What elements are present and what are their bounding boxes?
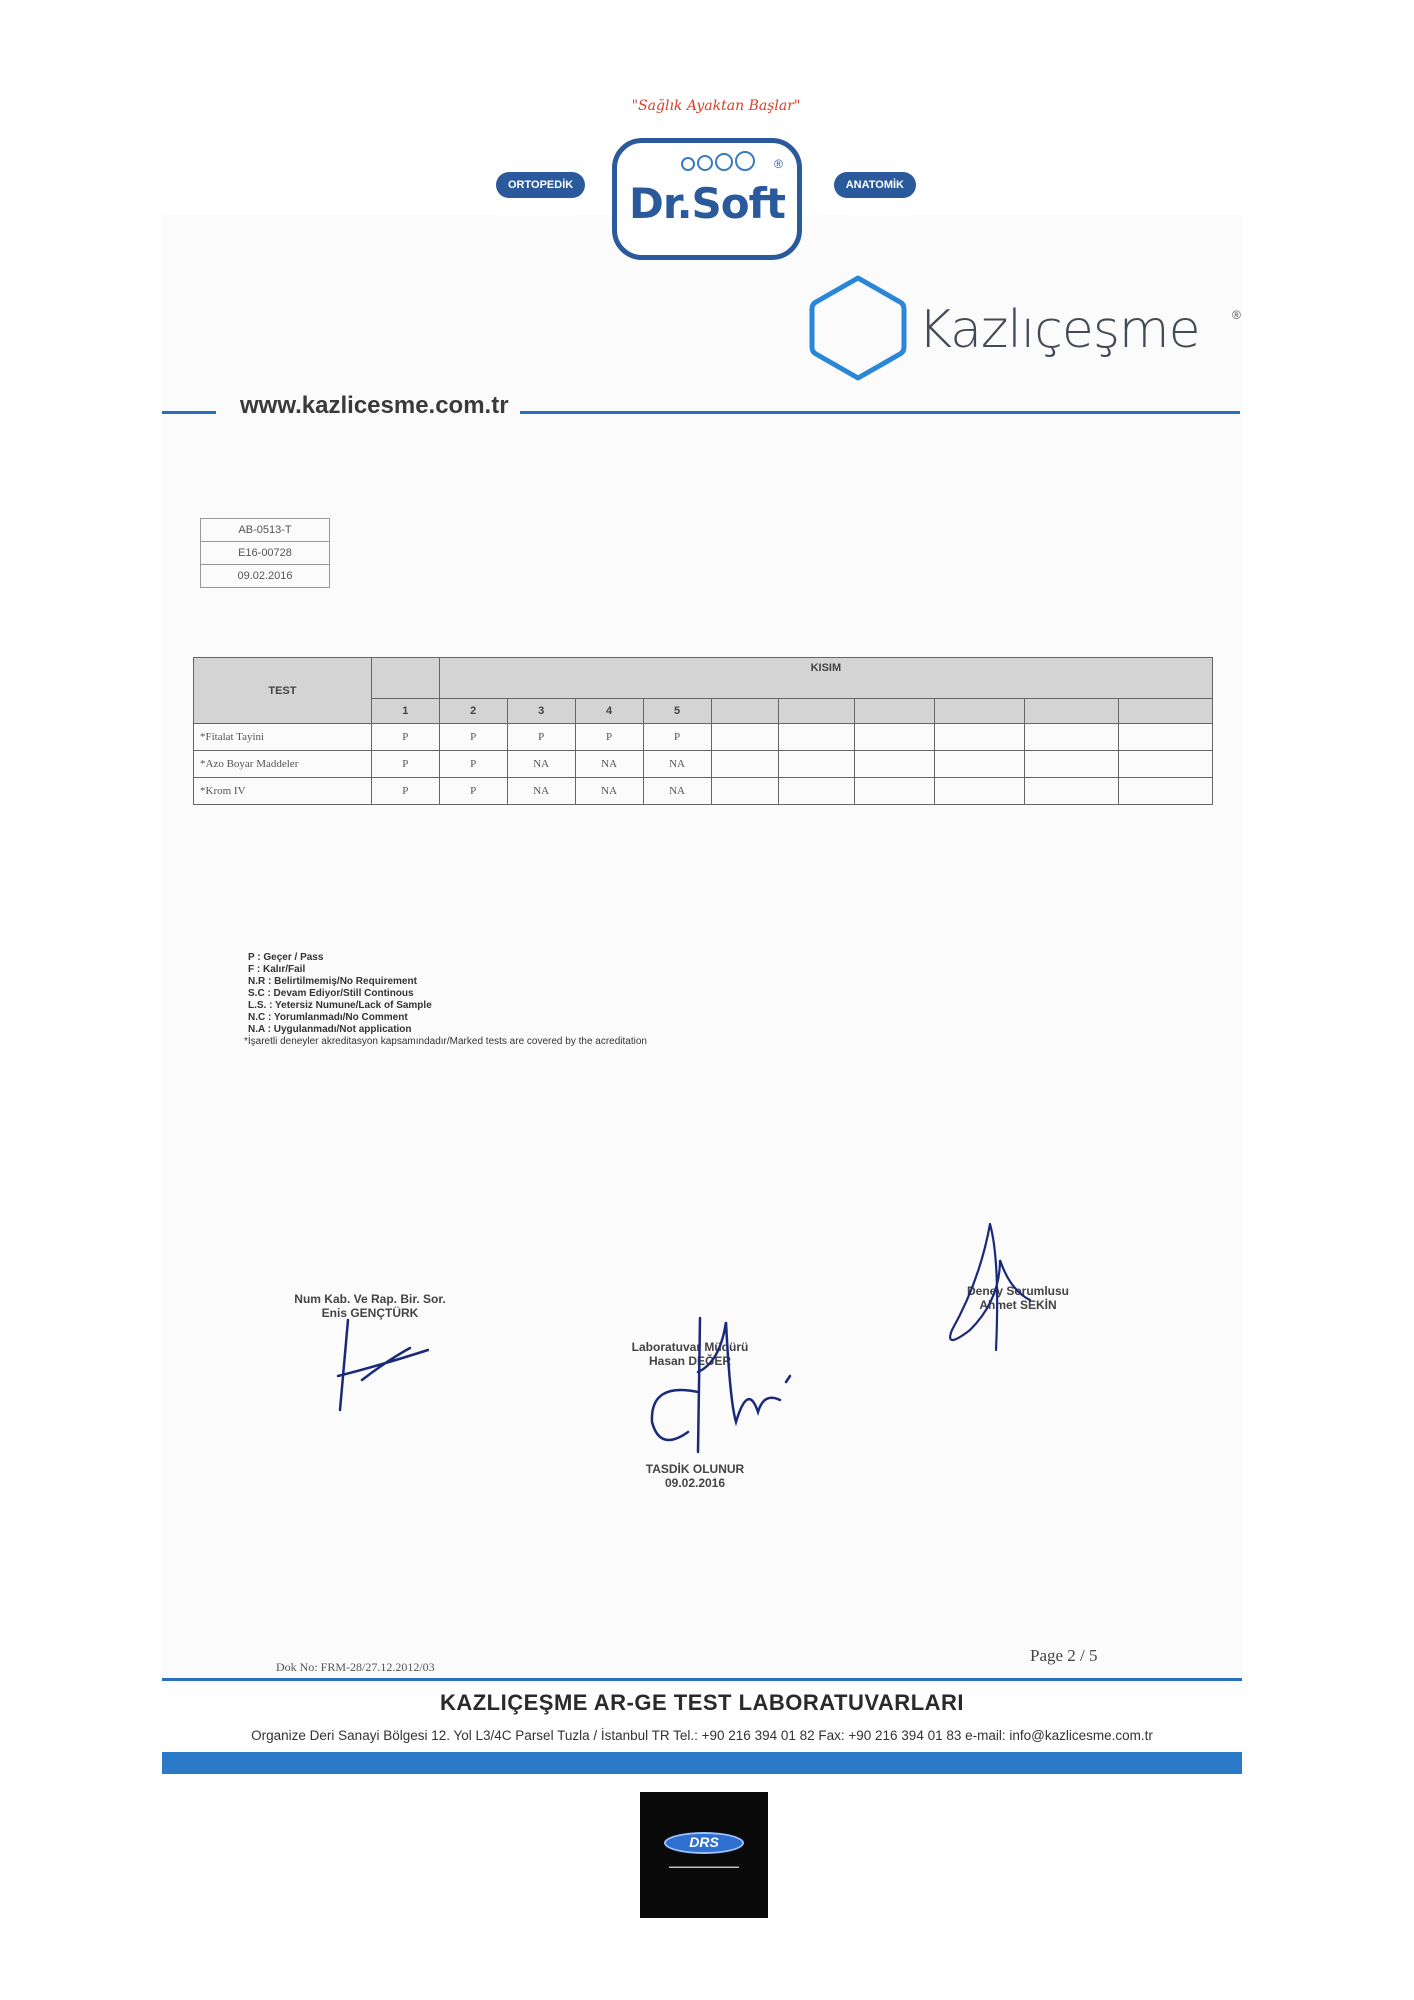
drs-subtitle-decoration: ▬▬▬▬▬▬▬▬▬▬▬▬▬▬ <box>669 1864 739 1870</box>
header-rule-left <box>162 411 216 414</box>
result-cell <box>1119 724 1213 751</box>
legend-item: S.C : Devam Ediyor/Still Continous <box>248 988 414 999</box>
signature-left-ink <box>318 1310 448 1420</box>
approval-text: TASDİK OLUNUR <box>645 1462 745 1476</box>
ortopedik-tag: ORTOPEDİK <box>496 172 585 198</box>
result-cell: P <box>371 751 439 778</box>
legend-accreditation-note: *İşaretli deneyler akreditasyon kapsamındadır/Marked tests are covered by the acreditation <box>244 1036 647 1047</box>
result-cell: P <box>575 724 643 751</box>
result-cell <box>711 778 779 805</box>
anatomik-tag: ANATOMİK <box>834 172 916 198</box>
column-number <box>779 699 855 724</box>
report-code: AB-0513-T <box>201 519 330 542</box>
result-cell <box>935 724 1025 751</box>
drsoft-logo <box>496 92 916 282</box>
table-row <box>194 724 1213 751</box>
signature-center-ink <box>640 1312 810 1462</box>
legend-item: N.R : Belirtilmemiş/No Requirement <box>248 976 417 987</box>
drsoft-slogan: "Sağlık Ayaktan Başlar" <box>631 98 801 114</box>
signer-name: Enis GENÇTÜRK <box>321 1306 419 1320</box>
laboratory-address: Organize Deri Sanayi Bölgesi 12. Yol L3/4C Parsel Tuzla / İstanbul TR Tel.: +90 216 394 01 82 Fax: +90 216 394 01 83 e-mail: info@kazlicesme.com.tr <box>251 1728 1153 1743</box>
result-cell: P <box>371 724 439 751</box>
table-row <box>194 778 1213 805</box>
footprint-icon <box>681 151 757 176</box>
laboratory-name: KAZLIÇEŞME AR-GE TEST LABORATUVARLARI <box>439 1690 965 1715</box>
legend-item: L.S. : Yetersiz Numune/Lack of Sample <box>248 1000 432 1011</box>
footer-rule <box>162 1678 1242 1681</box>
result-cell <box>855 724 935 751</box>
approval-date: 09.02.2016 <box>664 1476 726 1490</box>
result-cell <box>935 778 1025 805</box>
test-column-header: TEST <box>194 658 372 724</box>
document-number: Dok No: FRM-28/27.12.2012/03 <box>276 1660 435 1674</box>
result-cell: P <box>371 778 439 805</box>
drsoft-registered-mark: ® <box>774 157 783 171</box>
header-rule-right <box>520 411 1240 414</box>
column-number <box>935 699 1025 724</box>
column-number: 4 <box>575 699 643 724</box>
result-cell <box>855 751 935 778</box>
result-cell <box>779 778 855 805</box>
test-name: *Fitalat Tayini <box>194 724 372 751</box>
kisim-column-header: KISIM <box>439 658 1212 699</box>
result-cell <box>711 724 779 751</box>
approval-stamp <box>620 1462 770 1490</box>
signer-title: Num Kab. Ve Rap. Bir. Sor. <box>294 1292 446 1306</box>
results-table <box>193 657 1213 805</box>
drsoft-brand: Dr.Soft <box>629 179 785 228</box>
column-number <box>711 699 779 724</box>
result-cell <box>711 751 779 778</box>
result-cell: P <box>507 724 575 751</box>
column-number: 3 <box>507 699 575 724</box>
drs-text: DRS <box>689 1834 719 1850</box>
column-number <box>855 699 935 724</box>
legend-item: N.A : Uygulanmadı/Not application <box>248 1024 412 1035</box>
signer-name: Hasan DEĞER <box>648 1354 732 1368</box>
result-cell: NA <box>575 778 643 805</box>
kazlicesme-registered-mark: ® <box>1232 308 1241 322</box>
test-name: *Azo Boyar Maddeler <box>194 751 372 778</box>
result-cell: P <box>439 751 507 778</box>
legend-item: P : Geçer / Pass <box>248 952 324 963</box>
kazlicesme-brand: Kazlıçeşme <box>918 300 1200 360</box>
result-cell <box>935 751 1025 778</box>
column-number: 5 <box>643 699 711 724</box>
signer-name: Ahmet SEKİN <box>979 1298 1057 1312</box>
signer-title: Deney Sorumlusu <box>966 1284 1070 1298</box>
header-spacer <box>371 658 439 699</box>
column-number <box>1119 699 1213 724</box>
website-link[interactable]: www.kazlicesme.com.tr <box>240 392 509 419</box>
page-number: Page 2 / 5 <box>1030 1646 1098 1665</box>
report-date: 09.02.2016 <box>201 565 330 588</box>
result-cell <box>779 724 855 751</box>
result-cell <box>1025 751 1119 778</box>
test-name: *Krom IV <box>194 778 372 805</box>
legend-item: F : Kalır/Fail <box>248 964 306 975</box>
result-cell <box>779 751 855 778</box>
result-cell: NA <box>575 751 643 778</box>
result-cell <box>1025 778 1119 805</box>
result-cell: NA <box>507 751 575 778</box>
column-number: 1 <box>371 699 439 724</box>
sample-code: E16-00728 <box>201 542 330 565</box>
column-number <box>1025 699 1119 724</box>
reference-box <box>200 518 330 588</box>
result-cell: NA <box>643 751 711 778</box>
hexagon-logo-icon <box>806 272 910 384</box>
result-cell: P <box>643 724 711 751</box>
column-number: 2 <box>439 699 507 724</box>
result-cell: NA <box>643 778 711 805</box>
legend <box>244 952 647 1048</box>
drs-logo <box>640 1792 768 1918</box>
table-row <box>194 751 1213 778</box>
drsoft-badge <box>612 138 802 260</box>
result-cell: P <box>439 778 507 805</box>
signer-title: Laboratuvar Müdürü <box>631 1340 749 1354</box>
footer-bar <box>162 1752 1242 1774</box>
result-cell <box>855 778 935 805</box>
result-cell <box>1119 751 1213 778</box>
result-cell: NA <box>507 778 575 805</box>
legend-item: N.C : Yorumlanmadı/No Comment <box>248 1012 408 1023</box>
signature-right-ink <box>940 1220 1060 1360</box>
result-cell: P <box>439 724 507 751</box>
result-cell <box>1025 724 1119 751</box>
result-cell <box>1119 778 1213 805</box>
